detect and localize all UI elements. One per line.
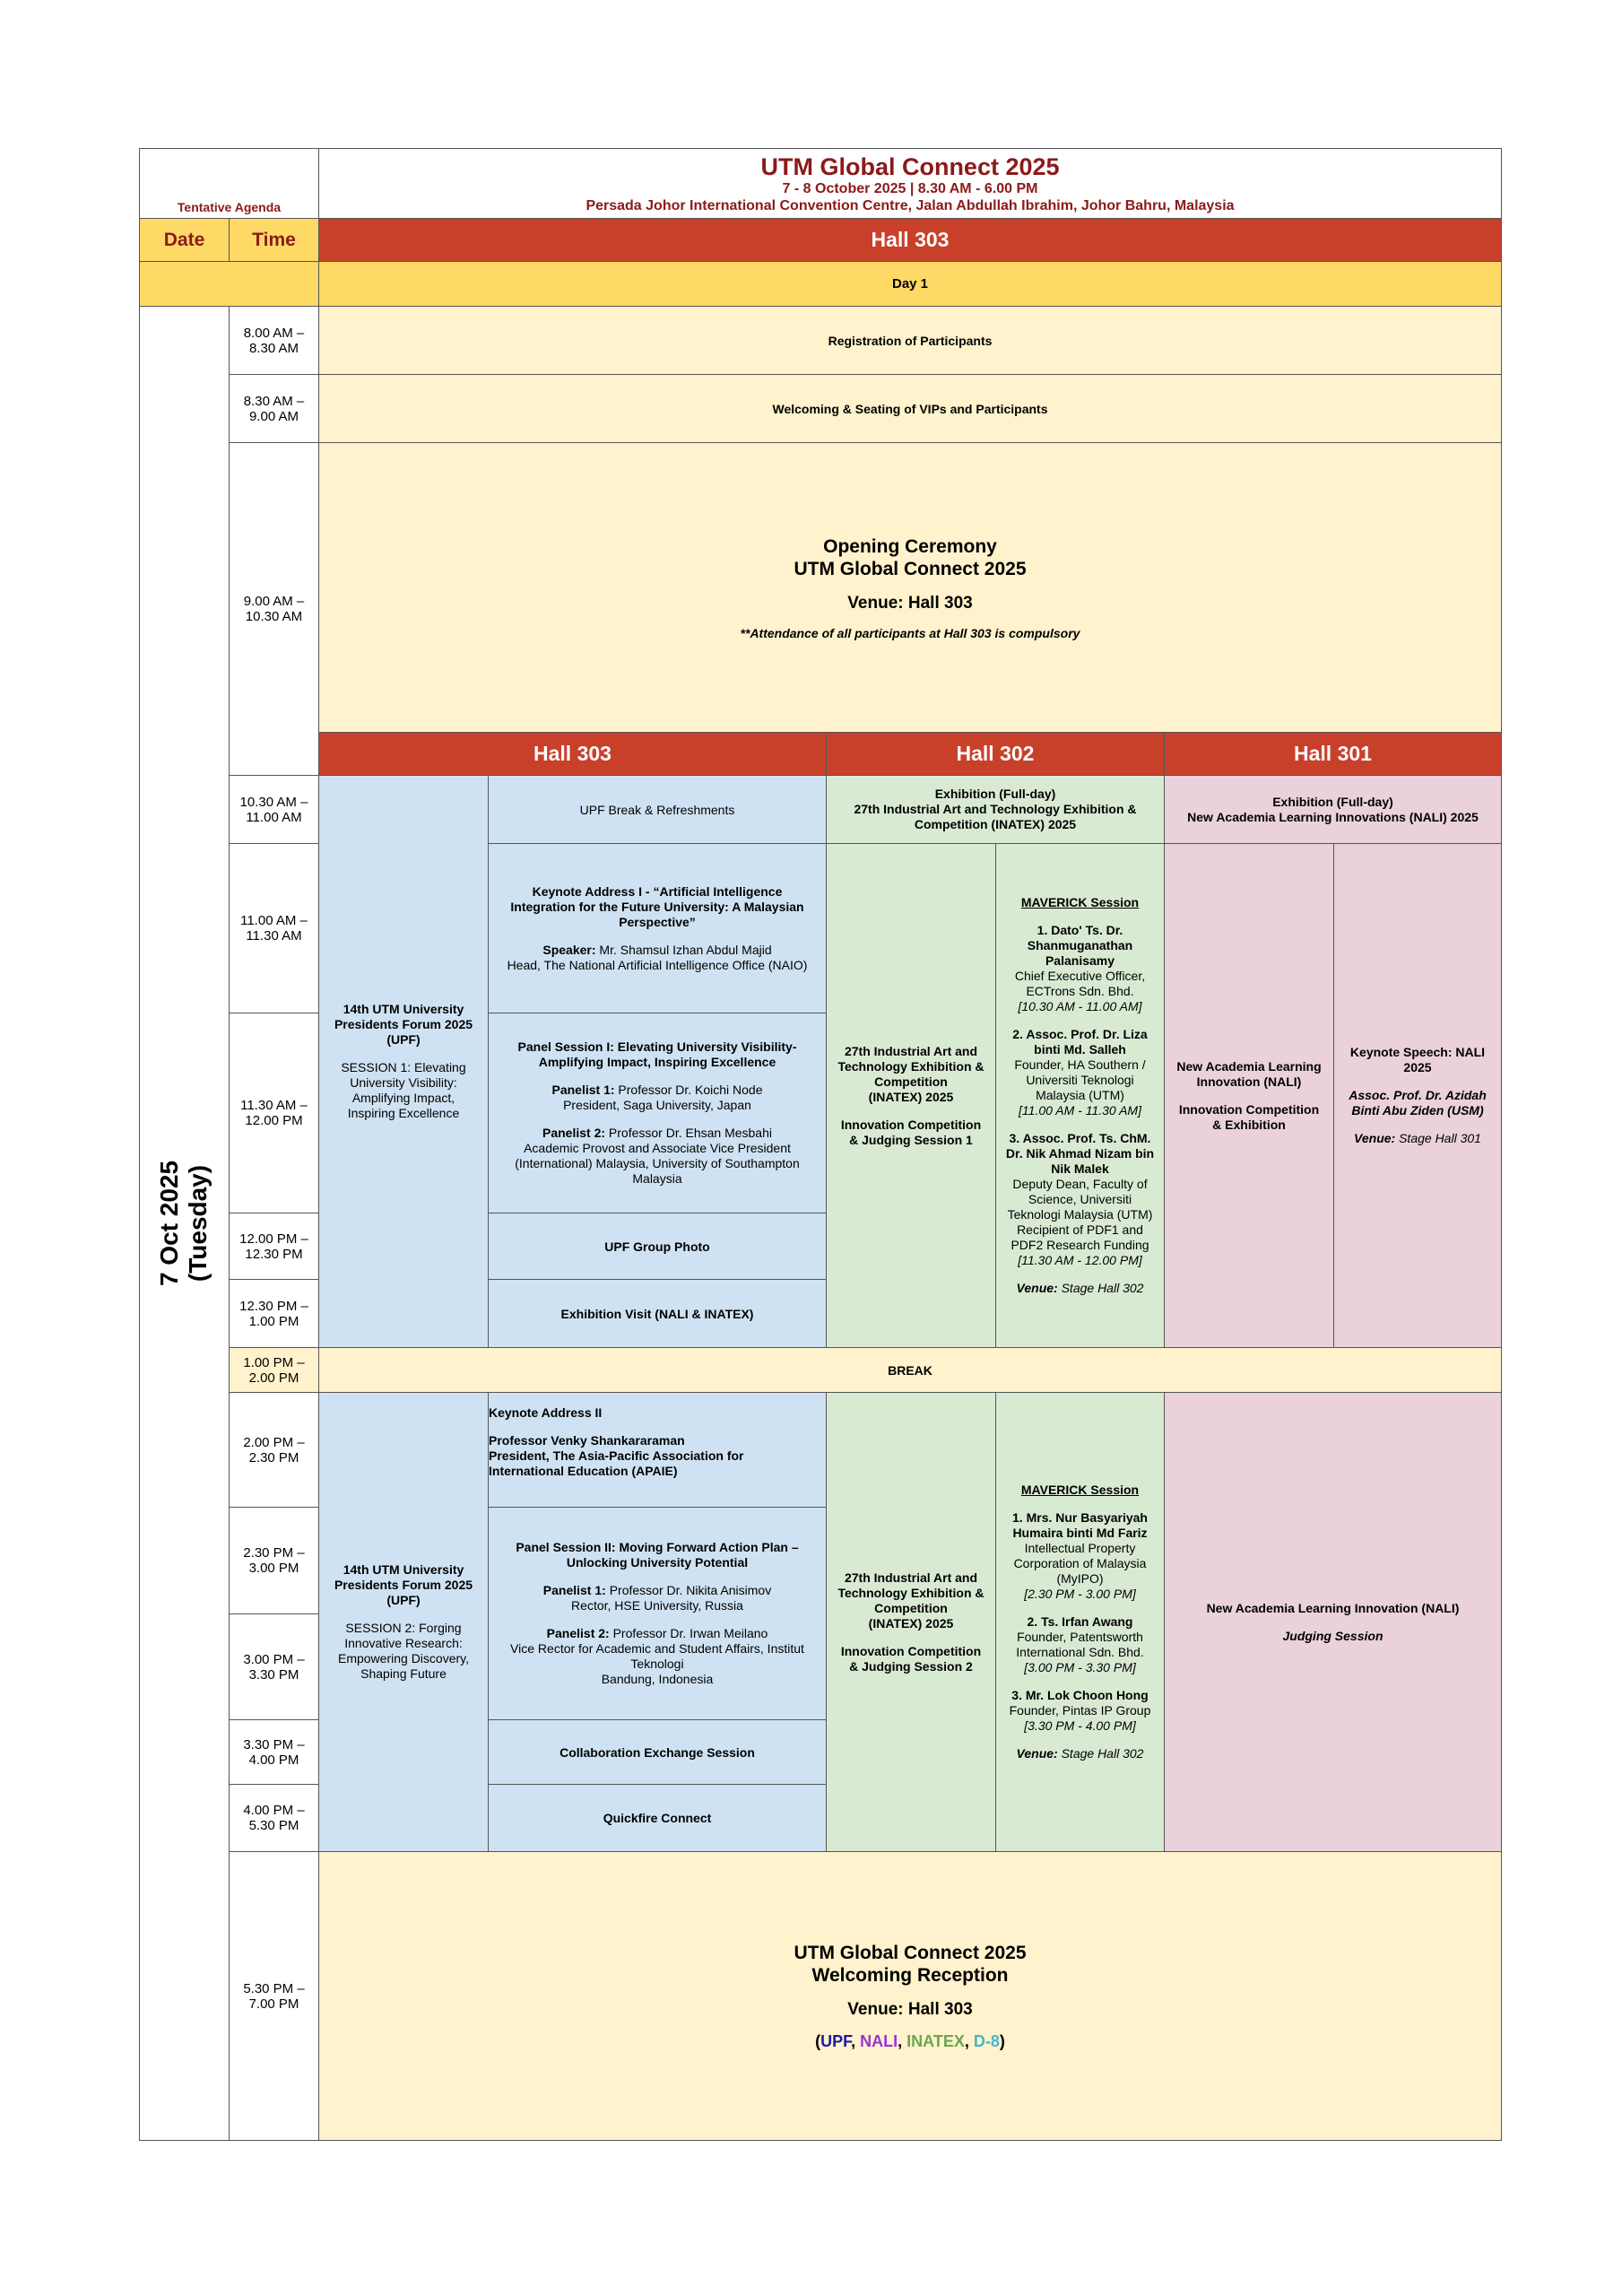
time-slot: 2.30 PM – 3.00 PM <box>229 1507 319 1614</box>
nali-tag: NALI <box>860 2031 898 2050</box>
keynote-address-1: Keynote Address I - “Artificial Intelligence Integration for the Future University: A Malaysian Perspective” Speaker: Mr. Shamsul Izhan Abdul Majid Head, The National Artificial Intelligence Office (NAIO) <box>488 843 827 1013</box>
opening-attendance-note: **Attendance of all participants at Hall 303 is compulsory <box>740 625 1080 640</box>
tentative-agenda-cell <box>139 148 319 219</box>
opening-title: Opening Ceremony <box>823 535 997 557</box>
nali-competition-1: New Academia Learning Innovation (NALI) Innovation Competition & Exhibition <box>1164 843 1334 1348</box>
time-slot: 4.00 PM – 5.30 PM <box>229 1784 319 1852</box>
time-slot: 1.00 PM – 2.00 PM <box>229 1347 319 1393</box>
time-slot: 8.30 AM – 9.00 AM <box>229 374 319 443</box>
time-slot: 8.00 AM – 8.30 AM <box>229 306 319 375</box>
event-title: UTM Global Connect 2025 <box>760 152 1060 180</box>
time-slot: 12.30 PM – 1.00 PM <box>229 1279 319 1348</box>
upf-group-photo: UPF Group Photo <box>488 1213 827 1280</box>
welcoming-row: Welcoming & Seating of VIPs and Participants <box>318 374 1502 443</box>
time-slot: 2.00 PM – 2.30 PM <box>229 1392 319 1508</box>
hall-302-header: Hall 302 <box>826 732 1165 776</box>
welcoming-reception <box>318 1851 1502 2141</box>
opening-subtitle: UTM Global Connect 2025 <box>794 558 1027 579</box>
time-slot: 9.00 AM – 10.30 AM <box>229 442 319 776</box>
date-text: 7 Oct 2025 <box>155 1160 184 1287</box>
upf-tag: UPF <box>820 2031 852 2050</box>
day-of-week-text: (Tuesday) <box>184 1164 213 1283</box>
nali-exhibition-header: Exhibition (Full-day) New Academia Learning Innovations (NALI) 2025 <box>1164 775 1502 844</box>
registration-row: Registration of Participants <box>318 306 1502 375</box>
maverick-session-2: MAVERICK Session 1. Mrs. Nur Basyariyah Humaira binti Md Fariz Intellectual Property Corporation of Malaysia (MyIPO) [2.30 PM - 3.00 PM] 2. Ts. Irfan Awang Founder, Patentsworth International Sdn. Bhd. [3.00 PM - 3.30 PM] 3. Mr. Lok Choon Hong Founder, Pintas IP Group [3.30 PM - 4.00 PM] Venue: Stage Hall 302 <box>995 1392 1165 1852</box>
nali-keynote-speech: Keynote Speech: NALI 2025 Assoc. Prof. Dr. Azidah Binti Abu Ziden (USM) Venue: Stage Hall 301 <box>1333 843 1502 1348</box>
event-title-block <box>318 148 1502 219</box>
reception-title: UTM Global Connect 2025 <box>794 1942 1027 1963</box>
inatex-exhibition-header: Exhibition (Full-day) 27th Industrial Art and Technology Exhibition & Competition (INATEX) 2025 <box>826 775 1165 844</box>
date-column-header: Date <box>139 218 230 262</box>
reception-subtitle: Welcoming Reception <box>811 1964 1009 1986</box>
hall-301-header: Hall 301 <box>1164 732 1502 776</box>
time-slot: 3.00 PM – 3.30 PM <box>229 1613 319 1720</box>
opening-ceremony-row <box>318 442 1502 733</box>
hall-303-main-header: Hall 303 <box>318 218 1502 262</box>
reception-venue: Venue: Hall 303 <box>847 1999 973 2019</box>
time-slot: 11.30 AM – 12.00 PM <box>229 1013 319 1213</box>
upf-session-1: 14th UTM University Presidents Forum 2025 (UPF) SESSION 1: Elevating University Visibility: Amplifying Impact, Inspiring Excellence <box>318 775 489 1348</box>
date-cell <box>139 306 230 2141</box>
panel-session-1: Panel Session I: Elevating University Visibility- Amplifying Impact, Inspiring Excellence Panelist 1: Professor Dr. Koichi Node President, Saga University, Japan Panelist 2: Professor Dr. Ehsan Mesbahi Academic Provost and Associate Vice President (International) Malaysia, University of Southampton Malaysia <box>488 1013 827 1213</box>
day-label: Day 1 <box>318 261 1502 307</box>
event-venue: Persada Johor International Convention Centre, Jalan Abdullah Ibrahim, Johor Bahru, Malaysia <box>585 197 1235 213</box>
break-row: BREAK <box>318 1347 1502 1393</box>
event-dates: 7 - 8 October 2025 | 8.30 AM - 6.00 PM <box>782 180 1038 196</box>
maverick-session-1: MAVERICK Session 1. Dato' Ts. Dr. Shanmuganathan Palanisamy Chief Executive Officer, ECTrons Sdn. Bhd. [10.30 AM - 11.00 AM] 2. Assoc. Prof. Dr. Liza binti Md. Salleh Founder, HA Southern / Universiti Teknologi Malaysia (UTM) [11.00 AM - 11.30 AM] 3. Assoc. Prof. Ts. ChM. Dr. Nik Ahmad Nizam bin Nik Malek Deputy Dean, Faculty of Science, Universiti Teknologi Malaysia (UTM) Recipient of PDF1 and PDF2 Research Funding [11.30 AM - 12.00 PM] Venue: Stage Hall 302 <box>995 843 1165 1348</box>
inatex-tag: INATEX <box>906 2031 965 2050</box>
exhibition-visit: Exhibition Visit (NALI & INATEX) <box>488 1279 827 1348</box>
upf-break: UPF Break & Refreshments <box>488 775 827 844</box>
panel-session-2: Panel Session II: Moving Forward Action Plan – Unlocking University Potential Panelist 1: Professor Dr. Nikita Anisimov Rector, HSE University, Russia Panelist 2: Professor Dr. Irwan Meilano Vice Rector for Academic and Student Affairs, Institut Teknologi Bandung, Indonesia <box>488 1507 827 1720</box>
reception-groups: (UPF, NALI, INATEX, D-8) <box>815 2031 1005 2050</box>
quickfire-connect: Quickfire Connect <box>488 1784 827 1852</box>
time-slot: 5.30 PM – 7.00 PM <box>229 1851 319 2141</box>
inatex-judging-1: 27th Industrial Art and Technology Exhibition & Competition (INATEX) 2025 Innovation Competition & Judging Session 1 <box>826 843 996 1348</box>
day-spacer <box>139 261 319 307</box>
date-label <box>156 1161 213 1286</box>
hall-303-header: Hall 303 <box>318 732 827 776</box>
collaboration-exchange: Collaboration Exchange Session <box>488 1719 827 1785</box>
time-column-header: Time <box>229 218 319 262</box>
inatex-judging-2: 27th Industrial Art and Technology Exhibition & Competition (INATEX) 2025 Innovation Competition & Judging Session 2 <box>826 1392 996 1852</box>
upf-session-2: 14th UTM University Presidents Forum 2025 (UPF) SESSION 2: Forging Innovative Research: Empowering Discovery, Shaping Future <box>318 1392 489 1852</box>
opening-venue: Venue: Hall 303 <box>847 593 973 613</box>
time-slot: 3.30 PM – 4.00 PM <box>229 1719 319 1785</box>
tentative-agenda-label: Tentative Agenda <box>177 200 282 214</box>
d8-tag: D-8 <box>973 2031 1000 2050</box>
time-slot: 11.00 AM – 11.30 AM <box>229 843 319 1013</box>
time-slot: 10.30 AM – 11.00 AM <box>229 775 319 844</box>
keynote-address-2: Keynote Address II Professor Venky Shankararaman President, The Asia-Pacific Association for International Education (APAIE) <box>488 1392 827 1508</box>
nali-judging-session: New Academia Learning Innovation (NALI) Judging Session <box>1164 1392 1502 1852</box>
time-slot: 12.00 PM – 12.30 PM <box>229 1213 319 1280</box>
